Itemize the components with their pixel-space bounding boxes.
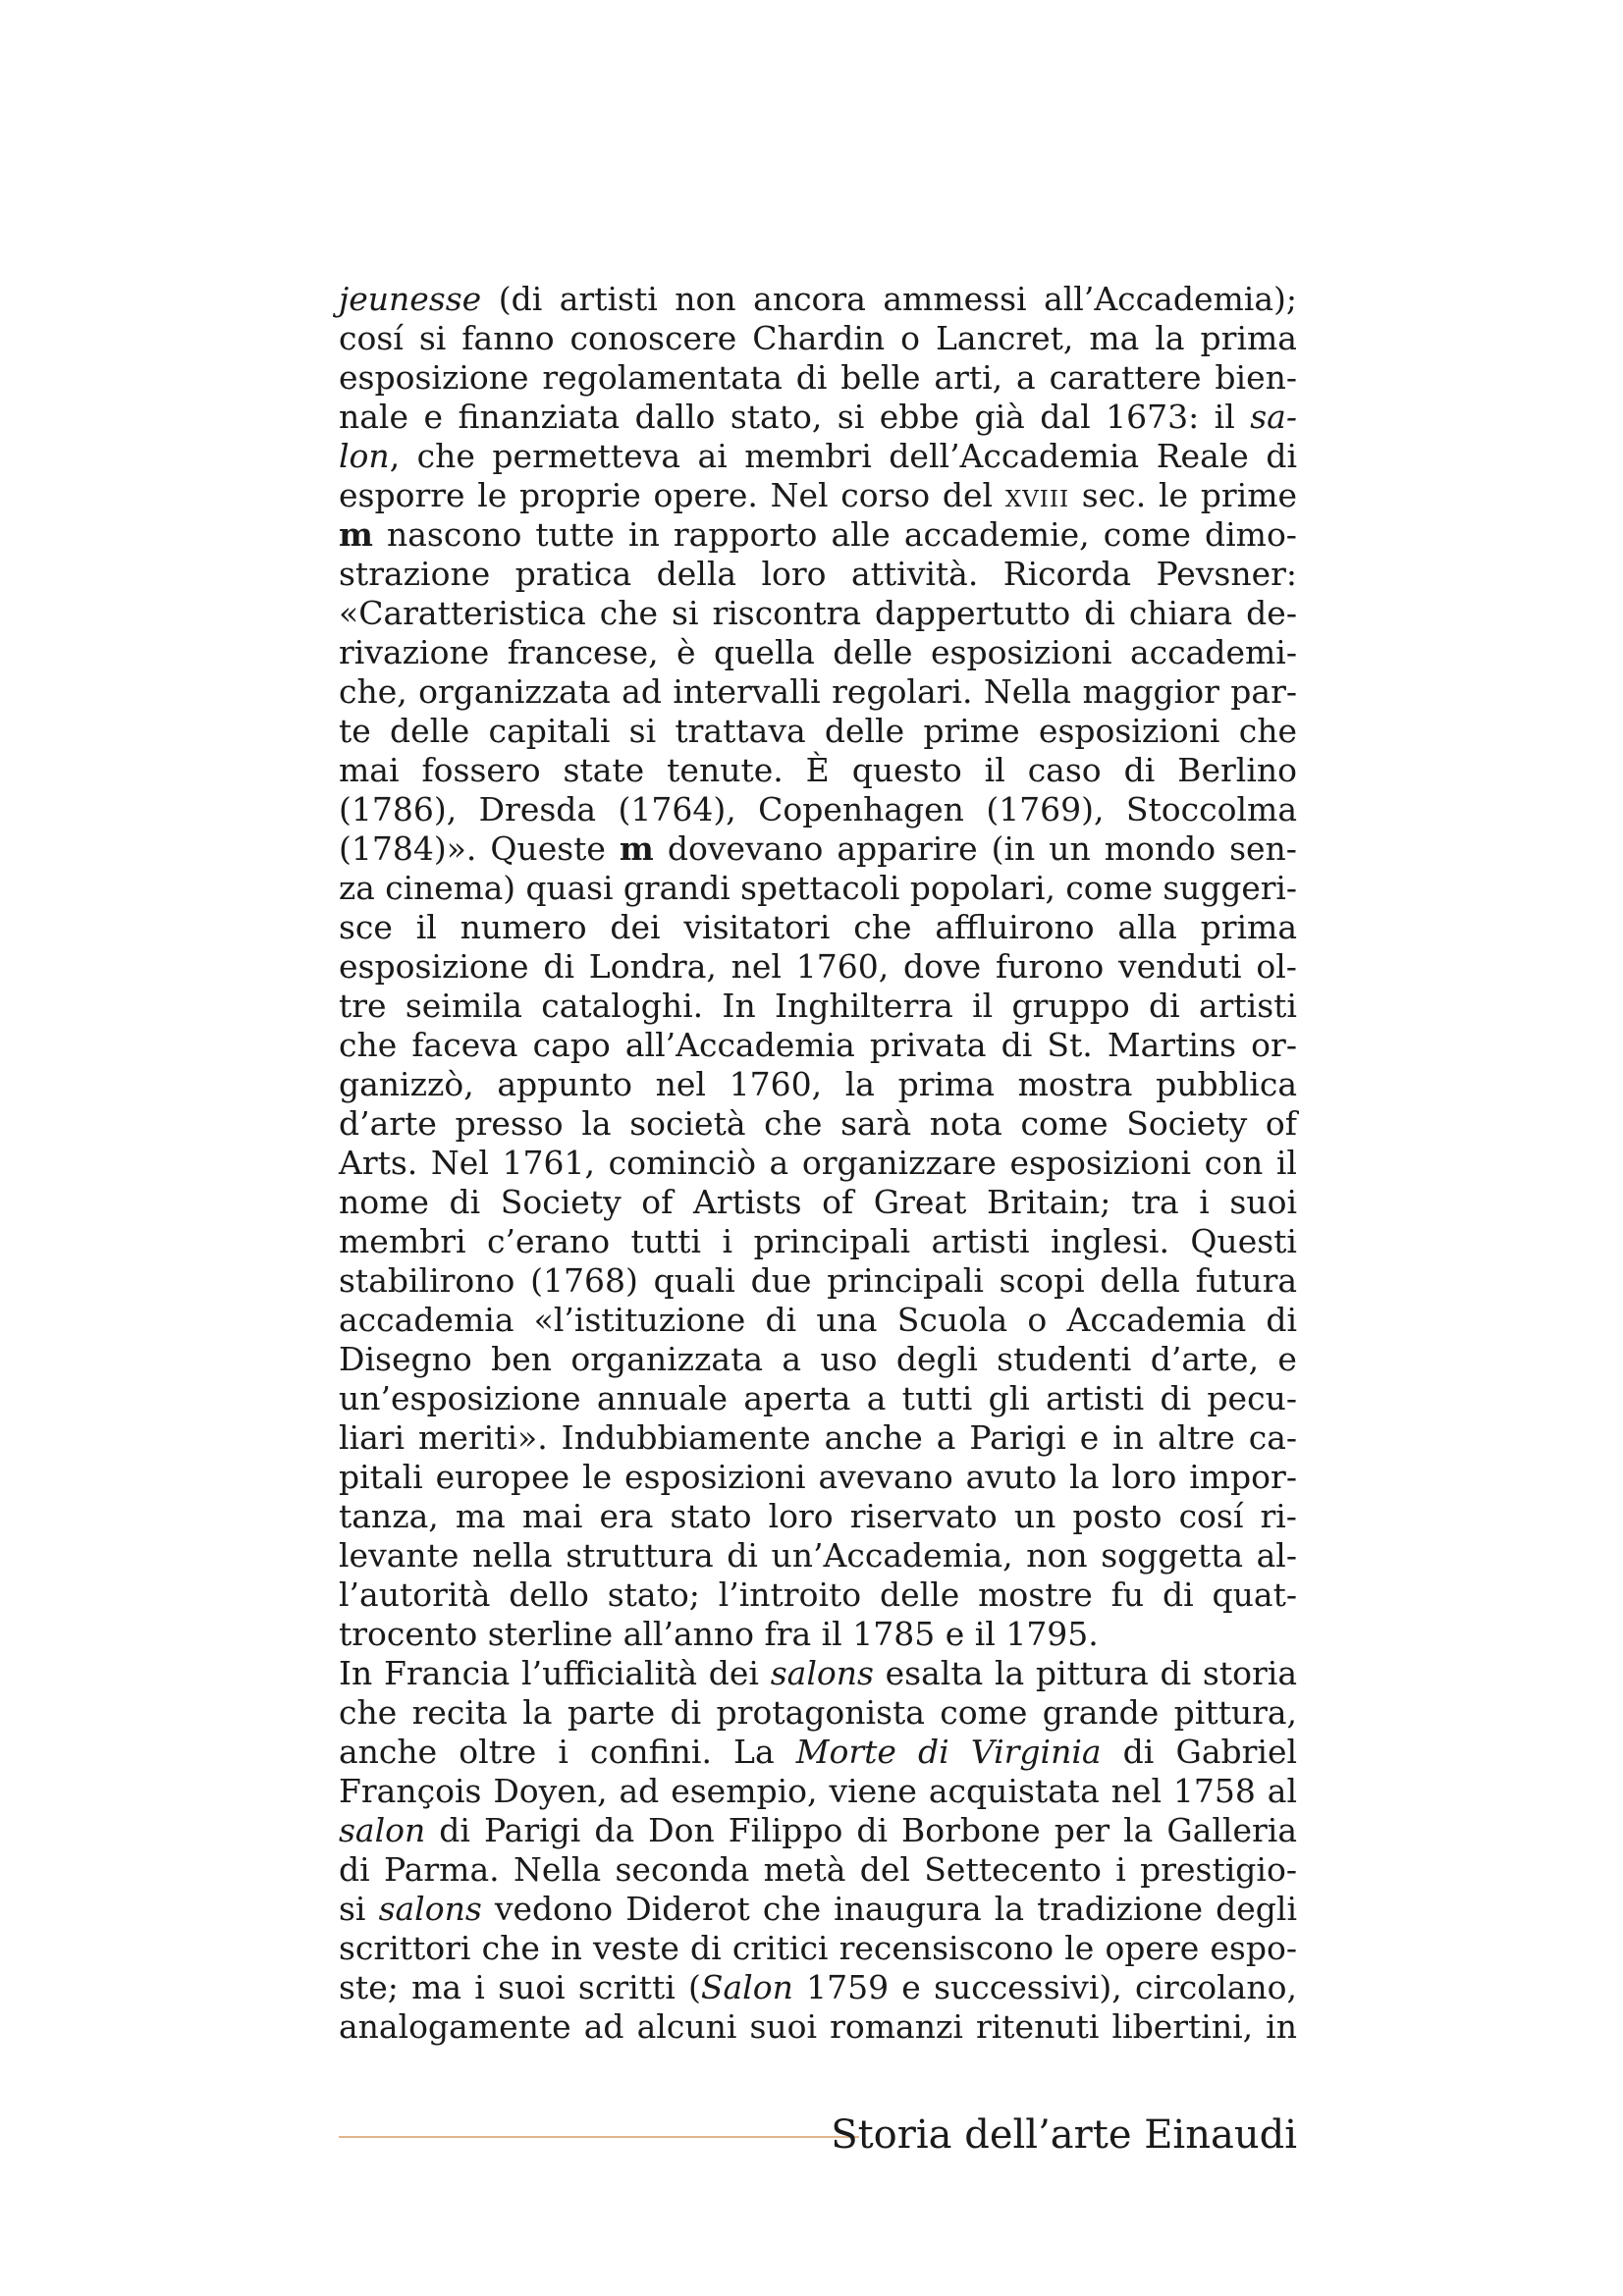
text-line <box>339 1850 1297 1890</box>
small-caps-text: xviii <box>1004 476 1070 514</box>
text-run: esporre le proprie opere. Nel corso del <box>339 476 1005 514</box>
bold-text: m <box>339 515 373 554</box>
text-line <box>339 1575 1297 1615</box>
text-run: , che permetteva ai membri dell’Accademia Reale di <box>389 437 1297 475</box>
text-run: sec. le prime <box>1069 476 1298 514</box>
text-line <box>339 1222 1297 1261</box>
text-run: rivazione francese, è quella delle esposizioni accademi- <box>339 633 1297 671</box>
text-run: te delle capitali si trattava delle prime esposizioni che <box>339 712 1297 750</box>
text-line <box>339 280 1297 319</box>
text-run: l’autorità dello stato; l’introito delle mostre fu di quat- <box>339 1575 1297 1614</box>
text-run: di Parigi da Don Filippo di Borbone per la Galleria <box>425 1811 1298 1849</box>
text-line <box>339 1929 1297 1968</box>
text-line <box>339 1183 1297 1222</box>
text-line <box>339 515 1297 555</box>
text-line <box>339 2007 1297 2047</box>
text-run: esalta la pittura di storia <box>873 1654 1297 1692</box>
text-line <box>339 398 1297 437</box>
text-line <box>339 1104 1297 1144</box>
text-line <box>339 987 1297 1026</box>
text-run: d’arte presso la società che sarà nota come Society of <box>339 1104 1297 1143</box>
text-run: pitali europee le esposizioni avevano avuto la loro impor- <box>339 1458 1297 1496</box>
text-run: Arts. Nel 1761, cominciò a organizzare esposizioni con il <box>339 1144 1297 1182</box>
text-line <box>339 1733 1297 1772</box>
text-line <box>339 1693 1297 1733</box>
text-line <box>339 790 1297 829</box>
text-run: che recita la parte di protagonista come grande pittura, <box>339 1693 1298 1732</box>
text-line <box>339 1026 1297 1065</box>
text-line <box>339 1144 1297 1183</box>
text-run: (di artisti non ancora ammessi all’Accademia); <box>481 280 1297 318</box>
text-line <box>339 869 1297 908</box>
text-run: strazione pratica della loro attività. Ricorda Pevsner: <box>339 555 1298 593</box>
italic-text: jeunesse <box>339 280 482 318</box>
text-run: di Gabriel <box>1101 1733 1298 1771</box>
text-run: analogamente ad alcuni suoi romanzi ritenuti libertini, in <box>339 2007 1297 2046</box>
text-line <box>339 1772 1297 1811</box>
text-run: ganizzò, appunto nel 1760, la prima mostra pubblica <box>339 1065 1297 1103</box>
text-run: (1784)». Queste <box>339 829 620 868</box>
text-run: che faceva capo all’Accademia privata di St. Martins or- <box>339 1026 1297 1064</box>
text-run: nale e finanziata dallo stato, si ebbe già dal 1673: il <box>339 398 1251 436</box>
text-line <box>339 947 1297 987</box>
text-run: cosí si fanno conoscere Chardin o Lancret, ma la prima <box>339 319 1297 357</box>
footer-rule <box>339 2136 859 2138</box>
text-line <box>339 476 1297 515</box>
text-run: za cinema) quasi grandi spettacoli popolari, come suggeri- <box>339 869 1298 907</box>
text-line <box>339 1261 1297 1301</box>
text-line <box>339 1968 1297 2007</box>
text-line <box>339 1615 1297 1654</box>
text-line <box>339 1890 1297 1929</box>
text-line <box>339 437 1297 476</box>
italic-text: Morte di Virginia <box>795 1733 1102 1771</box>
text-run: accademia «l’istituzione di una Scuola o Accademia di <box>339 1301 1298 1339</box>
body-text <box>339 280 1297 2047</box>
text-run: stabilirono (1768) quali due principali scopi della futura <box>339 1261 1298 1300</box>
text-line <box>339 555 1297 594</box>
text-run: anche oltre i confini. La <box>339 1733 796 1771</box>
text-line <box>339 751 1297 790</box>
bold-text: m <box>619 829 654 868</box>
text-line <box>339 1458 1297 1497</box>
text-run: si <box>339 1890 379 1928</box>
text-line <box>339 1418 1297 1458</box>
text-run: un’esposizione annuale aperta a tutti gli artisti di pecu- <box>339 1379 1297 1417</box>
text-line <box>339 1497 1297 1536</box>
text-run: In Francia l’ufficialità dei <box>339 1654 771 1692</box>
text-line <box>339 908 1297 947</box>
text-run: tre seimila cataloghi. In Inghilterra il gruppo di artisti <box>339 987 1297 1025</box>
text-run: «Caratteristica che si riscontra dappertutto di chiara de- <box>339 594 1297 632</box>
italic-text: lon <box>339 437 390 475</box>
italic-text: sa- <box>1250 398 1297 436</box>
text-run: scrittori che in veste di critici recensiscono le opere espo- <box>339 1929 1298 1967</box>
text-line <box>339 1811 1297 1850</box>
text-run: che, organizzata ad intervalli regolari. Nella maggior par- <box>339 672 1298 711</box>
text-run: esposizione regolamentata di belle arti, a carattere bien- <box>339 358 1297 397</box>
text-run: tanza, ma mai era stato loro riservato un posto cosí ri- <box>339 1497 1297 1535</box>
text-run: di Parma. Nella seconda metà del Settecento i prestigio- <box>339 1850 1297 1889</box>
text-run: 1759 e successivi), circolano, <box>792 1968 1297 2006</box>
text-line <box>339 1065 1297 1104</box>
text-line <box>339 712 1297 751</box>
italic-text: salons <box>770 1654 874 1692</box>
text-line <box>339 1379 1297 1418</box>
italic-text: salon <box>339 1811 426 1849</box>
text-run: levante nella struttura di un’Accademia, non soggetta al- <box>339 1536 1297 1575</box>
italic-text: Salon <box>700 1968 793 2006</box>
text-run: (1786), Dresda (1764), Copenhagen (1769), Stoccolma <box>339 790 1298 828</box>
italic-text: salons <box>378 1890 482 1928</box>
text-run: vedono Diderot che inaugura la tradizione degli <box>481 1890 1297 1928</box>
text-line <box>339 1301 1297 1340</box>
text-line <box>339 319 1297 358</box>
text-run: ste; ma i suoi scritti ( <box>339 1968 701 2006</box>
text-line <box>339 672 1297 712</box>
text-run: sce il numero dei visitatori che affluirono alla prima <box>339 908 1298 946</box>
text-run: Disegno ben organizzata a uso degli studenti d’arte, e <box>339 1340 1297 1378</box>
footer-title: Storia dell’arte Einaudi <box>831 2112 1297 2158</box>
text-line <box>339 633 1297 672</box>
text-line <box>339 1536 1297 1575</box>
text-line <box>339 1340 1297 1379</box>
text-run: nascono tutte in rapporto alle accademie, come dimo- <box>372 515 1297 554</box>
text-run: dovevano apparire (in un mondo sen- <box>653 829 1297 868</box>
text-run: trocento sterline all’anno fra il 1785 e il 1795. <box>339 1615 1099 1653</box>
text-line <box>339 358 1297 398</box>
text-run: membri c’erano tutti i principali artisti inglesi. Questi <box>339 1222 1297 1260</box>
text-line <box>339 829 1297 869</box>
text-run: esposizione di Londra, nel 1760, dove furono venduti ol- <box>339 947 1297 986</box>
text-run: nome di Society of Artists of Great Britain; tra i suoi <box>339 1183 1297 1221</box>
text-line <box>339 594 1297 633</box>
text-run: mai fossero state tenute. È questo il caso di Berlino <box>339 751 1298 789</box>
text-run: François Doyen, ad esempio, viene acquistata nel 1758 al <box>339 1772 1298 1810</box>
text-line <box>339 1654 1297 1693</box>
text-run: liari meriti». Indubbiamente anche a Parigi e in altre ca- <box>339 1418 1298 1457</box>
page-footer <box>339 2110 1297 2160</box>
